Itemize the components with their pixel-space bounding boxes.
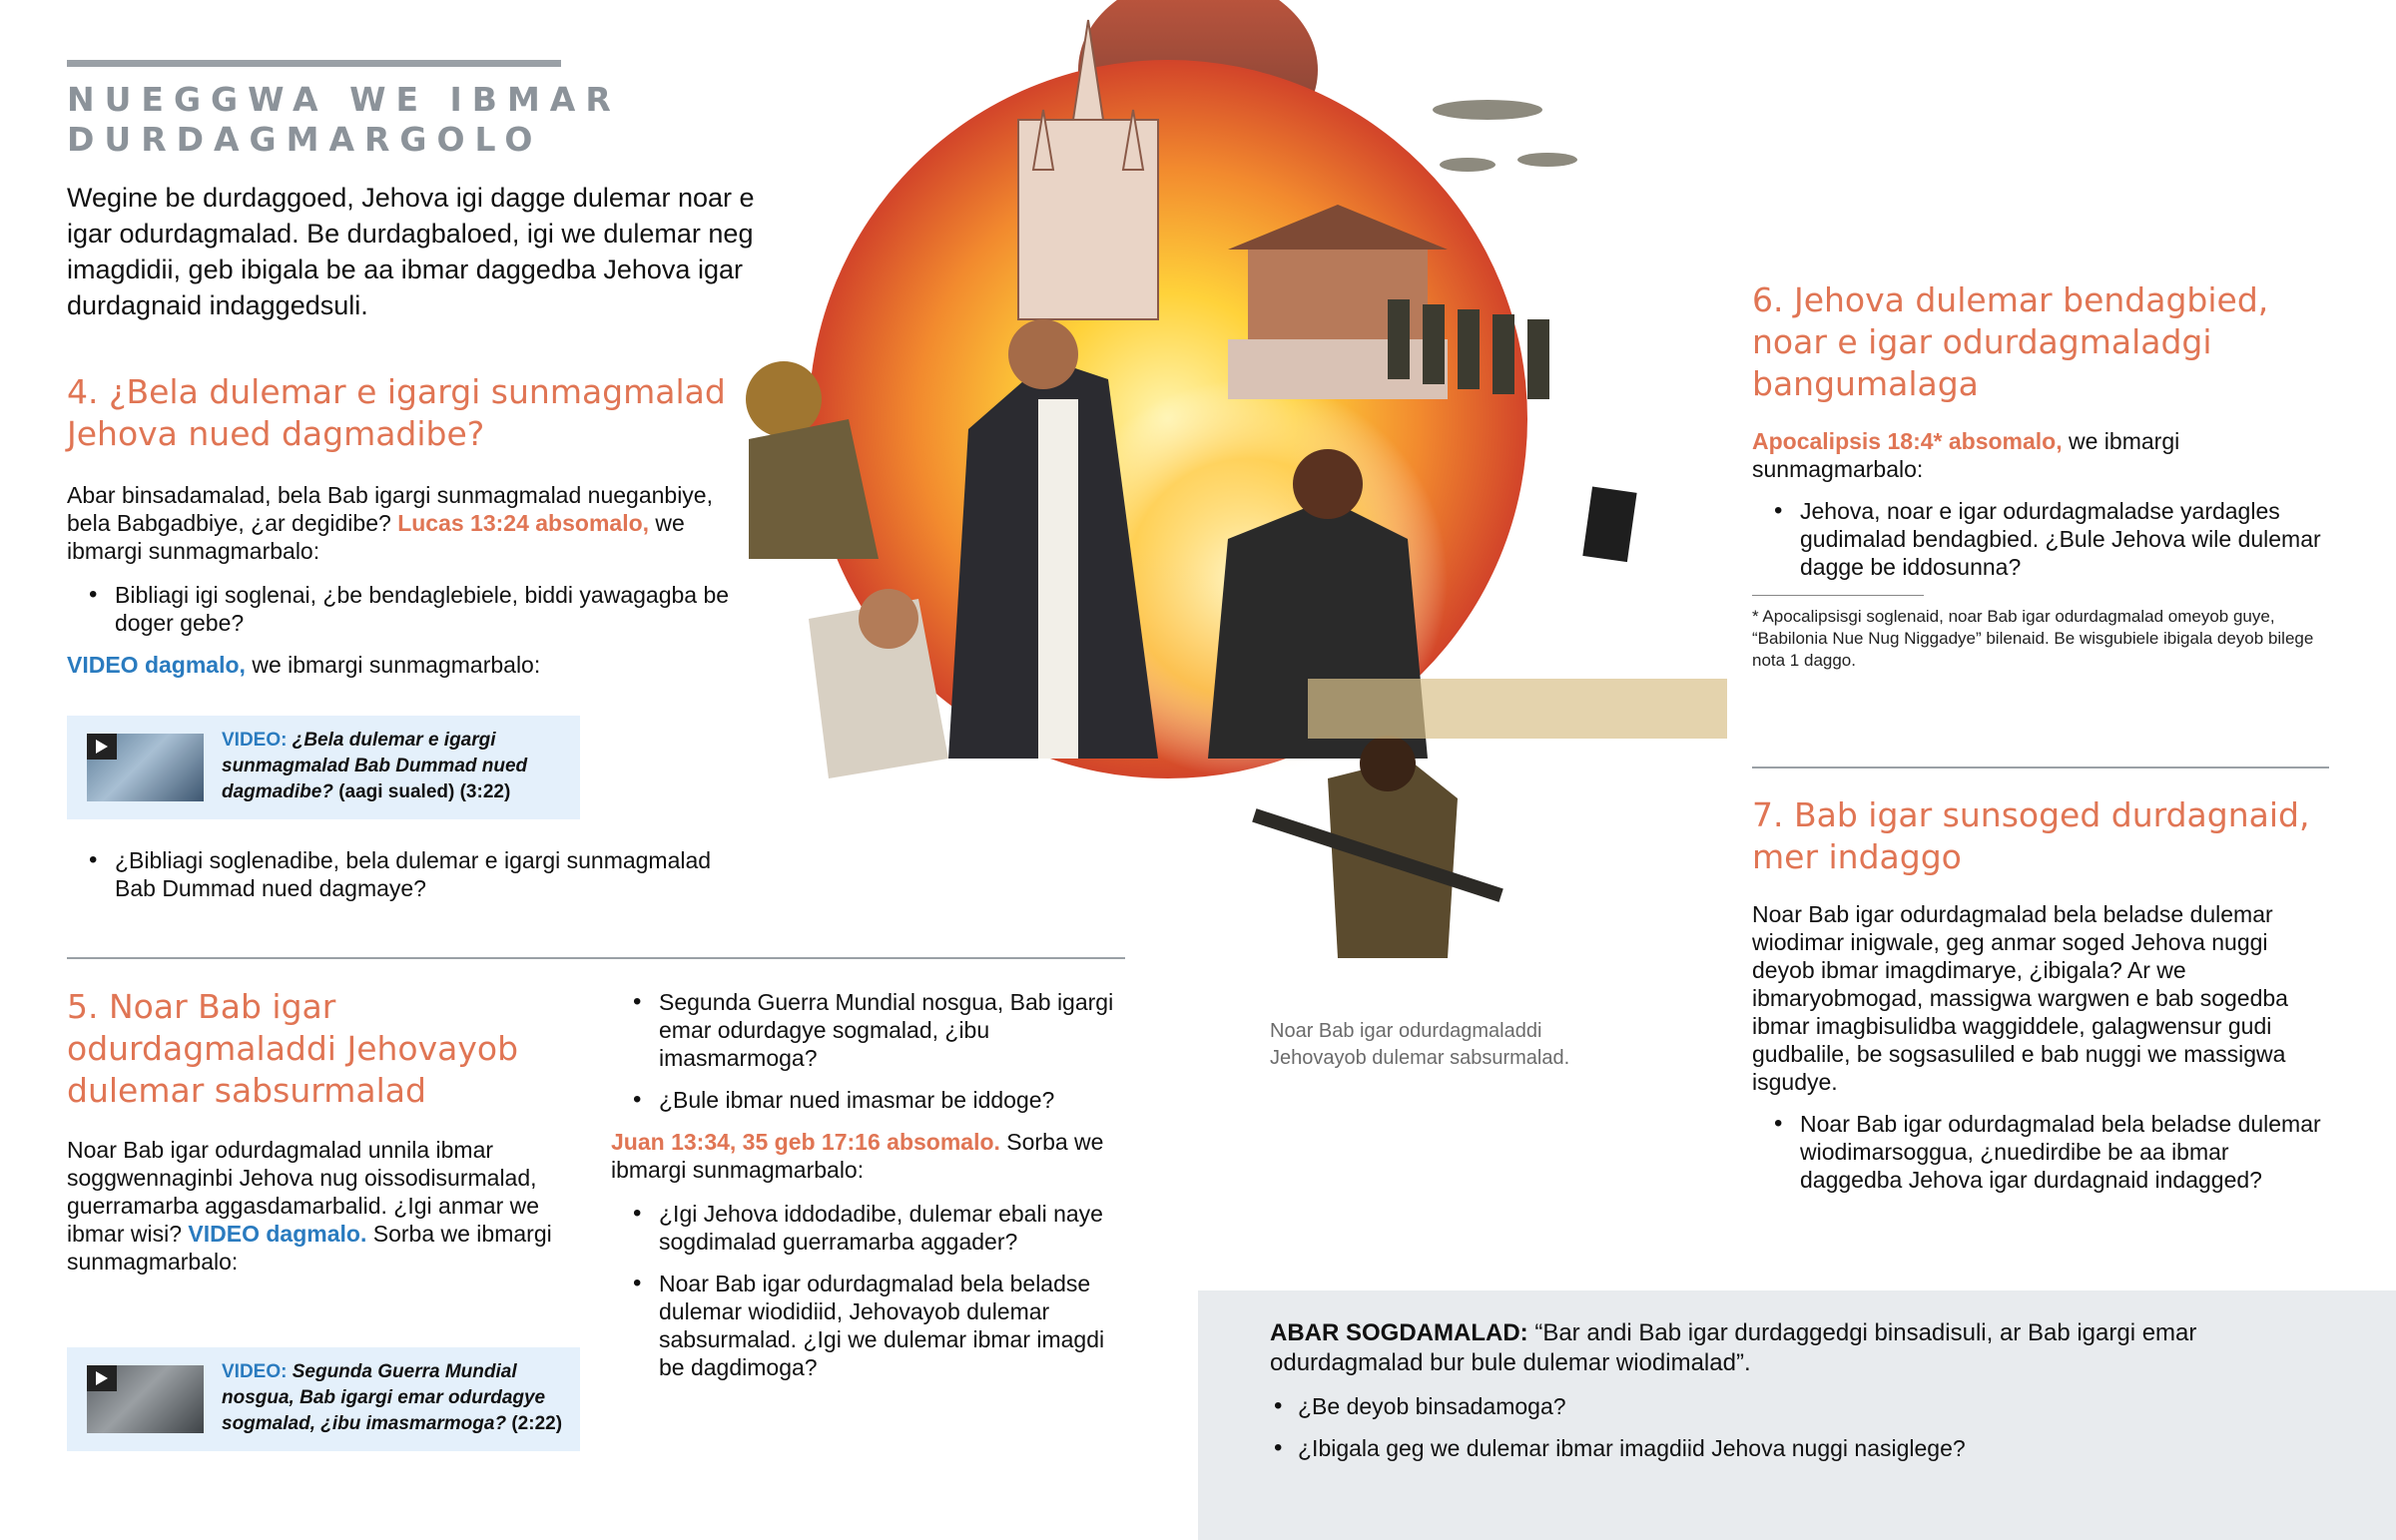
section-6-heading: 6. Jehova dulemar bendagbied, noar e igar odurdagmaladgi bangumalaga: [1752, 280, 2269, 403]
warplanes: [1433, 100, 1577, 172]
section-6: [1752, 279, 2331, 672]
section-5-paragraph: Noar Bab igar odurdagmalad unnila ibmar soggwennaginbi Jehova nug oissodisurmalad, guerramarba aggasdamarbalid. ¿Igi anmar we ibmar wisi? VIDEO dagmalo. Sorba we ibmargi sunmagmarbalo:: [67, 1137, 552, 1275]
section-5-column-2: [611, 988, 1125, 1395]
list-item: • ¿Ibigala geg we dulemar ibmar imagdiid Jehova nuggi nasiglege?: [1270, 1434, 2318, 1462]
list-item: • Jehova, noar e igar odurdagmaladse yardagles gudimalad bendagbied. ¿Bule Jehova wile dulemar dagge be iddosunna?: [1752, 497, 2331, 581]
section-4-bullets-2: [67, 846, 726, 902]
list-item: • ¿Be deyob binsadamoga?: [1270, 1392, 2318, 1420]
section-7-heading: 7. Bab igar sunsoged durdagnaid, mer indaggo: [1752, 795, 2310, 876]
list-item: • Noar Bab igar odurdagmalad bela beladse dulemar wiodidiid, Jehovayob dulemar sabsurmalad. ¿Igi we dulemar ibmar imagdi be dagdimoga?: [611, 1270, 1125, 1381]
section-4-bullets-1: [67, 581, 746, 637]
bible-ref-link[interactable]: Lucas 13:24 absomalo,: [397, 510, 650, 536]
video-thumbnail[interactable]: [87, 734, 204, 801]
section-4-bullets-2-wrap: [67, 846, 726, 916]
video-link[interactable]: VIDEO dagmalo,: [67, 652, 246, 678]
list-item: • Bibliagi igi soglenai, ¿be bendaglebiele, biddi yawagagba be doger gebe?: [67, 581, 746, 637]
section-7-bullets: [1752, 1110, 2331, 1194]
list-item: • Noar Bab igar odurdagmalad bela beladse dulemar wiodimarsoggua, ¿nuedirdibe be aa ibmar daggedba Jehova igar durdagnaid indagged?: [1752, 1110, 2331, 1194]
note-box: [1198, 1290, 2396, 1540]
intro-paragraph: Wegine be durdaggoed, Jehova igi dagge dulemar noar e igar odurdagmalad. Be durdagbaloed, igi we dulemar neg imagdidii, geb ibigala be aa ibmar daggedba Jehova igar durdagnaid indaggedsuli.: [67, 183, 755, 320]
list-item: • ¿Igi Jehova iddodadibe, dulemar ebali naye sogdimalad guerramarba aggader?: [611, 1200, 1125, 1256]
video-card-text: VIDEO: ¿Bela dulemar e igargi sunmagmalad Bab Dummad nued dagmadibe? (aagi sualed) (3:22): [222, 730, 528, 802]
section-4-heading: 4. ¿Bela dulemar e igargi sunmagmalad Jehova nued dagmadibe?: [67, 372, 726, 453]
section-5-bullets-2: [611, 1200, 1125, 1381]
note-content: [1270, 1318, 2318, 1476]
video-thumbnail[interactable]: [87, 1365, 204, 1433]
illustration-religion-and-war: [689, 0, 1737, 998]
illustration-caption: Noar Bab igar odurdagmaladdi Jehovayob dulemar sabsurmalad.: [1270, 1020, 1570, 1069]
section-6-bullets: [1752, 497, 2331, 581]
section-7: [1752, 794, 2331, 1208]
play-icon[interactable]: [87, 1365, 117, 1391]
list-item: • Segunda Guerra Mundial nosgua, Bab igargi emar odurdagye sogmalad, ¿ibu imasmarmoga?: [611, 988, 1125, 1072]
section-6-ref-paragraph: Apocalipsis 18:4* absomalo, we ibmargi sunmagmarbalo:: [1752, 428, 2180, 482]
section-5-bullets-1: [611, 988, 1125, 1114]
section-divider: [1752, 767, 2329, 769]
bible-ref-link[interactable]: Apocalipsis 18:4* absomalo,: [1752, 428, 2063, 454]
video-link[interactable]: VIDEO dagmalo.: [188, 1221, 367, 1247]
footnote: * Apocalipsisgi soglenaid, noar Bab igar odurdagmalad omeyob guye, “Babilonia Nue Nug Niggadye” bilenaid. Be wisgubiele ibigala deyob bilege nota 1 daggo.: [1752, 607, 2314, 670]
list-item: • ¿Bule ibmar nued imasmar be iddoge?: [611, 1086, 1125, 1114]
bible-ref-link[interactable]: Juan 13:34, 35 geb 17:16 absomalo.: [611, 1129, 1000, 1155]
section-5: [67, 986, 586, 1276]
page-kicker: NUEGGWA WE IBMAR DURDAGMARGOLO: [67, 80, 621, 159]
list-item: • ¿Bibliagi soglenadibe, bela dulemar e igargi sunmagmalad Bab Dummad nued dagmaye?: [67, 846, 726, 902]
play-icon[interactable]: [87, 734, 117, 760]
section-5-heading: 5. Noar Bab igar odurdagmaladdi Jehovayob dulemar sabsurmalad: [67, 987, 519, 1110]
video-card-text: VIDEO: Segunda Guerra Mundial nosgua, Bab igargi emar odurdagye sogmalad, ¿ibu imasmarmoga? (2:22): [222, 1361, 563, 1434]
note-paragraph: ABAR SOGDAMALAD: “Bar andi Bab igar durdaggedgi binsadisuli, ar Bab igargi emar odurdagmalad bur bule dulemar wiodimalad”.: [1270, 1319, 2197, 1376]
grass: [1308, 679, 1727, 739]
video-card-section-4[interactable]: [67, 716, 580, 819]
top-rule: [67, 60, 561, 67]
note-bullets: [1270, 1392, 2318, 1462]
section-5-ref-paragraph: Juan 13:34, 35 geb 17:16 absomalo. Sorba we ibmargi sunmagmarbalo:: [611, 1129, 1104, 1183]
section-4-paragraph: Abar binsadamalad, bela Bab igargi sunmagmalad nueganbiye, bela Babgadbiye, ¿ar degidibe? Lucas 13:24 absomalo, we ibmargi sunmagmarbalo:: [67, 482, 713, 564]
section-4-video-prompt: VIDEO dagmalo, we ibmargi sunmagmarbalo:: [67, 652, 541, 678]
section-4: [67, 371, 746, 679]
video-card-section-5[interactable]: [67, 1347, 580, 1451]
footnote-rule: [1752, 595, 1924, 596]
section-7-paragraph: Noar Bab igar odurdagmalad bela beladse dulemar wiodimar inigwale, geg anmar soged Jehova nuggi deyob ibmar imagdimarye, ¿ibigala? Ar we ibmaryobmogad, massigwa wargwen e bab sogedba ibmar imagbisulidba waggiddele, galagwensur gudi gudbalile, be sogsasuliled e bab nuggi we massigwa isgudye.: [1752, 901, 2288, 1095]
